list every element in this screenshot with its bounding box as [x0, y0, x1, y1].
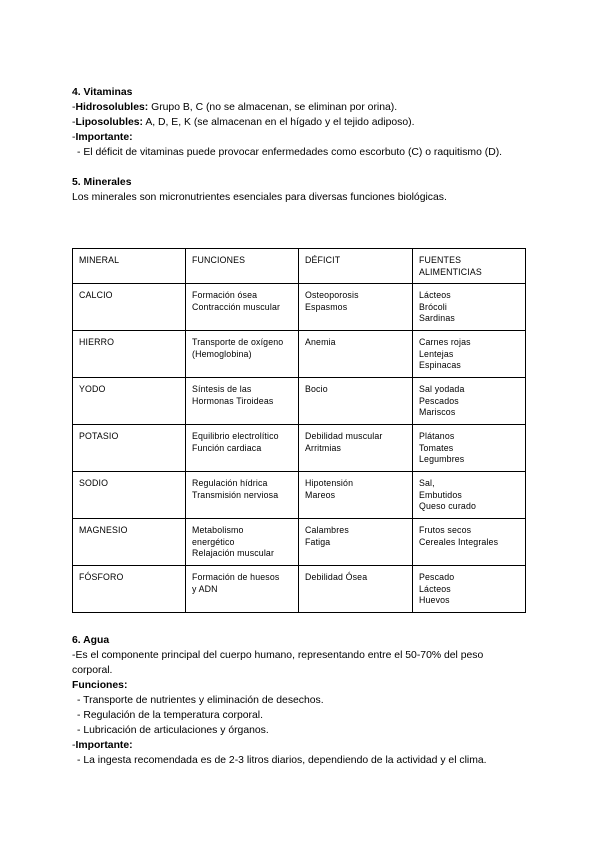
cell-line: Sardinas	[419, 313, 455, 323]
header-cell-deficit: DÉFICIT	[299, 249, 413, 284]
cell-line: Transmisión nerviosa	[192, 489, 279, 500]
table-cell-fuentes	[413, 425, 526, 472]
cell-line: Lácteos	[419, 583, 451, 594]
table-cell-deficit	[299, 519, 413, 566]
table-row	[73, 378, 526, 425]
table-cell-mineral: FÓSFORO	[73, 566, 186, 613]
spacer	[72, 160, 532, 175]
cell-line: Arritmias	[305, 442, 342, 453]
cell-line: Mariscos	[419, 407, 456, 417]
table-cell-funciones	[186, 284, 299, 331]
cell-line: Regulación hídrica	[192, 478, 268, 488]
cell-line: Formación ósea	[192, 290, 258, 300]
cell-line: Lácteos	[419, 290, 451, 300]
table-row	[73, 472, 526, 519]
agua-importante-text: - La ingesta recomendada es de 2-3 litros diarios, dependiendo de la actividad y el clima.	[77, 755, 487, 766]
table-cell-fuentes	[413, 519, 526, 566]
table-cell-funciones	[186, 425, 299, 472]
agua-importante-line: -Importante:	[72, 740, 133, 751]
table-header-row	[73, 249, 526, 284]
document-body	[72, 85, 532, 205]
table-cell-mineral: MAGNESIO	[73, 519, 186, 566]
table-cell-funciones	[186, 331, 299, 378]
cell-line: Contracción muscular	[192, 301, 281, 312]
vitaminas-importante-text: - El déficit de vitaminas puede provocar enfermedades como escorbuto (C) o raquitismo (D).	[77, 147, 503, 158]
table-cell-funciones	[186, 519, 299, 566]
table-cell-fuentes	[413, 378, 526, 425]
agua-intro: -Es el componente principal del cuerpo humano, representando entre el 50-70% del peso corporal.	[72, 650, 484, 676]
table-cell-funciones	[186, 378, 299, 425]
table-cell-mineral: CALCIO	[73, 284, 186, 331]
cell-line: Tomates	[419, 442, 454, 453]
table-cell-deficit	[299, 425, 413, 472]
table-cell-deficit	[299, 284, 413, 331]
cell-line: Formación de huesos	[192, 572, 280, 582]
table-row	[73, 284, 526, 331]
cell-line: Osteoporosis	[305, 290, 359, 300]
table-cell-fuentes	[413, 566, 526, 613]
cell-line: Fatiga	[305, 536, 331, 547]
table-row	[73, 566, 526, 613]
cell-line: y ADN	[192, 583, 218, 594]
hidrosolubles-text: Grupo B, C (no se almacenan, se eliminan por orina).	[148, 102, 398, 113]
cell-line: (Hemoglobina)	[192, 348, 252, 359]
table-cell-deficit	[299, 566, 413, 613]
vitaminas-importante-label: Importante:	[75, 132, 133, 143]
table-row	[73, 425, 526, 472]
cell-line: Embutidos	[419, 489, 462, 500]
agua-funcion-2: - Regulación de la temperatura corporal.	[77, 710, 263, 721]
table-cell-mineral: SODIO	[73, 472, 186, 519]
cell-line: Debilidad Ósea	[305, 572, 368, 582]
cell-line: Mareos	[305, 489, 336, 500]
liposolubles-label: Liposolubles:	[75, 117, 144, 128]
agua-funcion-3: - Lubricación de articulaciones y órganos.	[77, 725, 269, 736]
hidrosolubles-line: -Hidrosolubles: Grupo B, C (no se almacenan, se eliminan por orina).	[72, 102, 398, 113]
cell-line: Metabolismo	[192, 525, 244, 535]
minerals-table	[72, 248, 526, 613]
cell-line: energético	[192, 536, 235, 547]
agua-importante-label: Importante:	[75, 740, 133, 751]
cell-line: Lentejas	[419, 348, 454, 359]
cell-line: Frutos secos	[419, 525, 472, 535]
cell-line: Hormonas Tiroideas	[192, 395, 274, 406]
cell-line: Queso curado	[419, 501, 477, 511]
agua-title: 6. Agua	[72, 635, 110, 646]
cell-line: Espasmos	[305, 301, 348, 312]
cell-line: Pescados	[419, 395, 459, 406]
table-cell-mineral: HIERRO	[73, 331, 186, 378]
cell-line: Cereales Integrales	[419, 536, 499, 547]
cell-line: Pescado	[419, 572, 455, 582]
agua-funciones-label: Funciones:	[72, 680, 128, 691]
table-cell-funciones	[186, 566, 299, 613]
agua-funcion-1: - Transporte de nutrientes y eliminación de desechos.	[77, 695, 324, 706]
minerales-intro: Los minerales son micronutrientes esenciales para diversas funciones biológicas.	[72, 192, 447, 203]
vitaminas-importante-line: -Importante:	[72, 132, 133, 143]
cell-line: Debilidad muscular	[305, 431, 383, 441]
cell-line: Plátanos	[419, 431, 455, 441]
minerales-title: 5. Minerales	[72, 177, 132, 188]
cell-line: Brócoli	[419, 301, 447, 312]
cell-line: Anemia	[305, 337, 336, 347]
table-row	[73, 331, 526, 378]
agua-section	[72, 633, 532, 768]
table-cell-mineral: POTASIO	[73, 425, 186, 472]
table-cell-funciones	[186, 472, 299, 519]
cell-line: Hipotensión	[305, 478, 354, 488]
cell-line: Transporte de oxígeno	[192, 337, 284, 347]
table-cell-deficit	[299, 331, 413, 378]
liposolubles-text: A, D, E, K (se almacenan en el hígado y el tejido adiposo).	[143, 117, 415, 128]
header-cell-mineral: MINERAL	[73, 249, 186, 284]
table-cell-deficit	[299, 472, 413, 519]
table-cell-fuentes	[413, 284, 526, 331]
cell-line: Sal yodada	[419, 384, 465, 394]
table-cell-fuentes	[413, 472, 526, 519]
cell-line: Carnes rojas	[419, 337, 471, 347]
table-cell-fuentes	[413, 331, 526, 378]
table-row	[73, 519, 526, 566]
table-cell-mineral: YODO	[73, 378, 186, 425]
cell-line: Legumbres	[419, 454, 465, 464]
liposolubles-line: -Liposolubles: A, D, E, K (se almacenan en el hígado y el tejido adiposo).	[72, 117, 415, 128]
cell-line: Equilibrio electrolítico	[192, 431, 279, 441]
cell-line: Calambres	[305, 525, 349, 535]
header-cell-fuentes: FUENTES ALIMENTICIAS	[413, 249, 526, 284]
hidrosolubles-label: Hidrosolubles:	[75, 102, 149, 113]
vitaminas-title: 4. Vitaminas	[72, 87, 133, 98]
cell-line: Huevos	[419, 595, 450, 605]
cell-line: Espinacas	[419, 360, 461, 370]
cell-line: Sal,	[419, 478, 435, 488]
cell-line: Función cardiaca	[192, 442, 262, 453]
cell-line: Relajación muscular	[192, 548, 275, 558]
table-cell-deficit	[299, 378, 413, 425]
cell-line: Síntesis de las	[192, 384, 252, 394]
header-cell-funciones: FUNCIONES	[186, 249, 299, 284]
cell-line: Bocio	[305, 384, 328, 394]
